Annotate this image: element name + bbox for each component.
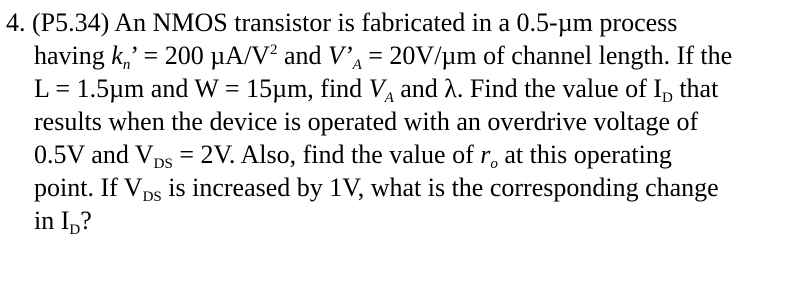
problem-line-1: 4. (P5.34) An NMOS transistor is fabricated in a 0.5-µm process xyxy=(6,8,678,37)
problem-line-3: L = 1.5µm and W = 15µm, find $V_A$ and λ. Find the value of $I_D$ that xyxy=(34,74,719,106)
problem-line-4: results when the device is operated with an overdrive voltage of xyxy=(34,107,699,136)
problem-statement xyxy=(0,6,796,237)
problem-line-2: having $k_n$’ = 200 $\mu A/V^2$ and $V’_A = 20V/\mu m$ of channel length. If the xyxy=(34,41,733,73)
problem-line-7: in $I_D$? xyxy=(34,206,92,238)
problem-line-5: 0.5V and $V_{DS} = 2V$. Also, find the value of $r_o$ at this operating xyxy=(34,140,672,172)
problem-line-6: point. If $V_{DS}$ is increased by 1V, what is the corresponding change xyxy=(34,173,719,205)
